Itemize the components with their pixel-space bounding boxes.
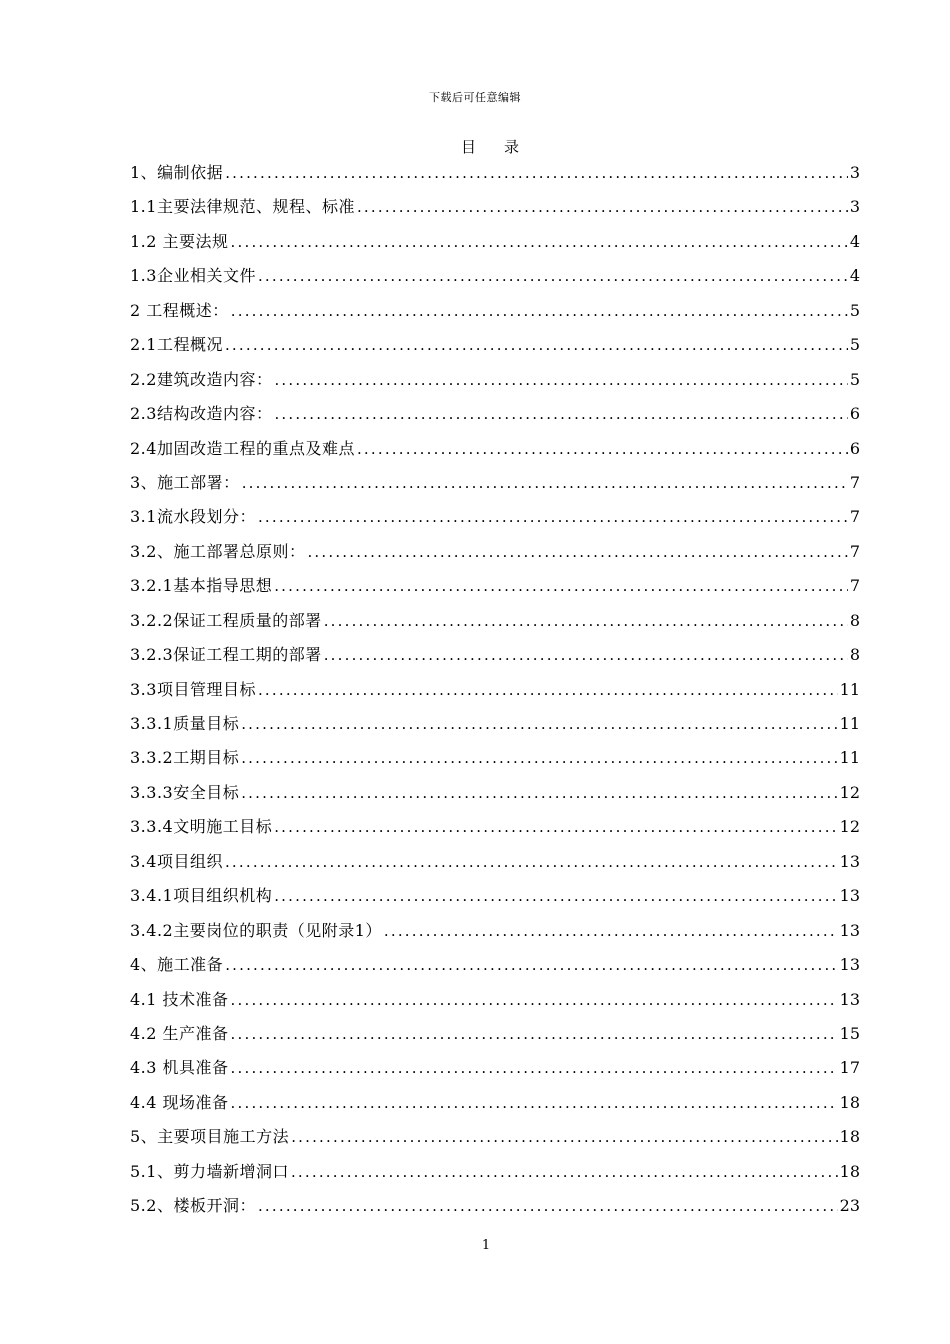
toc-dot-leader xyxy=(241,743,837,773)
toc-entry[interactable] xyxy=(130,227,860,261)
toc-entry-page: 7 xyxy=(849,576,860,596)
toc-entry-label: 3.4.1项目组织机构 xyxy=(130,886,273,906)
toc-entry-page: 12 xyxy=(839,817,860,837)
toc-entry[interactable] xyxy=(130,675,860,709)
toc-dot-leader xyxy=(231,985,838,1015)
toc-dot-leader xyxy=(241,778,837,808)
toc-entry-label: 1.1主要法律规范、规程、标准 xyxy=(130,197,355,217)
toc-entry-page: 18 xyxy=(839,1127,860,1147)
toc-dot-leader xyxy=(231,1088,838,1118)
toc-entry-label: 3.2.2保证工程质量的部署 xyxy=(130,610,322,630)
toc-entry[interactable] xyxy=(130,192,860,226)
toc-title-right: 录 xyxy=(504,138,520,156)
toc-dot-leader xyxy=(258,502,848,532)
toc-dot-leader xyxy=(258,675,838,705)
toc-entry[interactable] xyxy=(130,709,860,743)
toc-entry-page: 15 xyxy=(839,1023,860,1043)
toc-entry-page: 4 xyxy=(849,266,860,286)
toc-entry[interactable] xyxy=(130,1019,860,1053)
toc-entry[interactable] xyxy=(130,743,860,777)
toc-entry-page: 5 xyxy=(849,369,860,389)
toc-entry-page: 3 xyxy=(849,163,860,182)
toc-entry-label: 3.3.3安全目标 xyxy=(130,782,240,802)
toc-dot-leader xyxy=(274,571,848,601)
toc-entry-page: 4 xyxy=(849,231,860,251)
toc-dot-leader xyxy=(231,1053,838,1083)
toc-entry-label: 3.3.2工期目标 xyxy=(130,748,240,768)
toc-entry[interactable] xyxy=(130,502,860,536)
toc-entry[interactable] xyxy=(130,606,860,640)
toc-entry[interactable] xyxy=(130,434,860,468)
toc-entry-label: 2.3结构改造内容： xyxy=(130,404,273,424)
toc-entry-page: 7 xyxy=(849,472,860,492)
toc-entry-label: 4.3 机具准备 xyxy=(130,1058,229,1078)
toc-dot-leader xyxy=(324,606,848,636)
toc-entry[interactable] xyxy=(130,916,860,950)
toc-dot-leader xyxy=(225,847,838,877)
toc-entry-label: 1、编制依据 xyxy=(130,163,224,182)
toc-entry-page: 13 xyxy=(839,920,860,940)
toc-entry-label: 3.3.4文明施工目标 xyxy=(130,817,273,837)
toc-entry-page: 5 xyxy=(849,335,860,355)
toc-entry-page: 11 xyxy=(839,748,860,768)
toc-entry-label: 2.4加固改造工程的重点及难点 xyxy=(130,438,355,458)
toc-dot-leader xyxy=(225,950,837,980)
toc-entry-page: 13 xyxy=(839,886,860,906)
toc-entry-page: 5 xyxy=(849,300,860,320)
toc-entry[interactable] xyxy=(130,571,860,605)
toc-entry[interactable] xyxy=(130,950,860,984)
toc-entry-page: 11 xyxy=(839,679,860,699)
toc-entry-label: 2.2建筑改造内容： xyxy=(130,369,273,389)
toc-dot-leader xyxy=(242,468,848,498)
toc-dot-leader xyxy=(231,296,848,326)
toc-entry-label: 4.4 现场准备 xyxy=(130,1092,229,1112)
toc-entry[interactable] xyxy=(130,261,860,295)
toc-entry-label: 3.1流水段划分： xyxy=(130,507,256,527)
toc-entry-page: 8 xyxy=(849,645,860,665)
toc-entry[interactable] xyxy=(130,1122,860,1156)
toc-entry[interactable] xyxy=(130,1088,860,1122)
toc-entry-page: 8 xyxy=(849,610,860,630)
toc-dot-leader xyxy=(258,1191,838,1221)
toc-dot-leader xyxy=(241,709,837,739)
toc-entry[interactable] xyxy=(130,985,860,1019)
toc-entry[interactable] xyxy=(130,330,860,364)
toc-entry-page: 17 xyxy=(839,1058,860,1078)
toc-dot-leader xyxy=(307,537,847,567)
toc-dot-leader xyxy=(291,1122,837,1152)
toc-dot-leader xyxy=(274,812,837,842)
toc-entry-page: 11 xyxy=(839,714,860,733)
toc-entry-page: 6 xyxy=(849,404,860,424)
page-number: 1 xyxy=(481,1238,491,1253)
toc-entry-page: 13 xyxy=(839,851,860,871)
toc-entry[interactable] xyxy=(130,537,860,571)
toc-entry[interactable] xyxy=(130,158,860,192)
toc-entry-page: 12 xyxy=(839,782,860,802)
toc-dot-leader xyxy=(274,399,847,429)
header-note: 下载后可任意编辑 xyxy=(429,91,521,104)
toc-entry-label: 4.2 生产准备 xyxy=(130,1023,229,1043)
toc-entry-label: 3、施工部署： xyxy=(130,472,240,492)
toc-entry-label: 3.3.1质量目标 xyxy=(130,714,240,733)
toc-entry-page: 18 xyxy=(839,1092,860,1112)
toc-dot-leader xyxy=(384,916,838,946)
toc-entry-page: 6 xyxy=(849,438,860,458)
toc-dot-leader xyxy=(324,640,848,670)
toc-entry[interactable] xyxy=(130,778,860,812)
toc-entry[interactable] xyxy=(130,399,860,433)
toc-entry-page: 18 xyxy=(839,1161,860,1181)
toc-entry-label: 5.1、剪力墙新增洞口 xyxy=(130,1161,289,1181)
toc-entry-label: 4.1 技术准备 xyxy=(130,989,229,1009)
toc-entry[interactable] xyxy=(130,881,860,915)
toc-entry[interactable] xyxy=(130,812,860,846)
toc-entry-label: 3.2、施工部署总原则： xyxy=(130,541,306,561)
toc-dot-leader xyxy=(357,192,848,222)
toc-entry-page: 13 xyxy=(839,989,860,1009)
toc-entry-label: 5.2、楼板开洞： xyxy=(130,1196,256,1216)
toc-dot-leader xyxy=(274,881,837,911)
toc-entry-label: 3.2.1基本指导思想 xyxy=(130,576,273,596)
toc-entry[interactable] xyxy=(130,1053,860,1087)
toc-entry-label: 3.4项目组织 xyxy=(130,851,223,871)
toc-entry-page: 3 xyxy=(849,197,860,217)
toc-entry-label: 3.2.3保证工程工期的部署 xyxy=(130,645,322,665)
toc-entry-label: 3.4.2主要岗位的职责（见附录1） xyxy=(130,920,382,940)
toc-dot-leader xyxy=(274,365,847,395)
toc-entry-label: 5、主要项目施工方法 xyxy=(130,1127,290,1147)
toc-entry-label: 1.3企业相关文件 xyxy=(130,266,256,286)
toc-dot-leader xyxy=(231,1019,838,1049)
toc-entry[interactable] xyxy=(130,296,860,330)
toc-entry-label: 2.1工程概况 xyxy=(130,335,223,355)
toc-entry[interactable] xyxy=(130,847,860,881)
toc-entry[interactable] xyxy=(130,468,860,502)
toc-entry-label: 4、施工准备 xyxy=(130,955,224,975)
toc-entry[interactable] xyxy=(130,640,860,674)
toc-dot-leader xyxy=(225,158,848,188)
toc-dot-leader xyxy=(291,1157,838,1187)
toc-dot-leader xyxy=(225,330,848,360)
toc-entry-label: 2 工程概述： xyxy=(130,300,229,320)
toc-entry-label: 3.3项目管理目标 xyxy=(130,679,256,699)
toc-dot-leader xyxy=(357,434,848,464)
toc-entry-page: 7 xyxy=(849,507,860,527)
toc-entry-page: 7 xyxy=(849,541,860,561)
toc-entry-page: 23 xyxy=(839,1196,860,1216)
toc-entry[interactable] xyxy=(130,1191,860,1225)
toc-dot-leader xyxy=(258,261,848,291)
toc-entry[interactable] xyxy=(130,365,860,399)
toc-entry-label: 1.2 主要法规 xyxy=(130,231,229,251)
toc-title xyxy=(0,136,950,157)
toc-dot-leader xyxy=(231,227,848,257)
toc-entry-page: 13 xyxy=(839,955,860,975)
toc-entry[interactable] xyxy=(130,1157,860,1191)
toc-list xyxy=(130,158,860,1226)
toc-title-left: 目 xyxy=(460,138,476,156)
